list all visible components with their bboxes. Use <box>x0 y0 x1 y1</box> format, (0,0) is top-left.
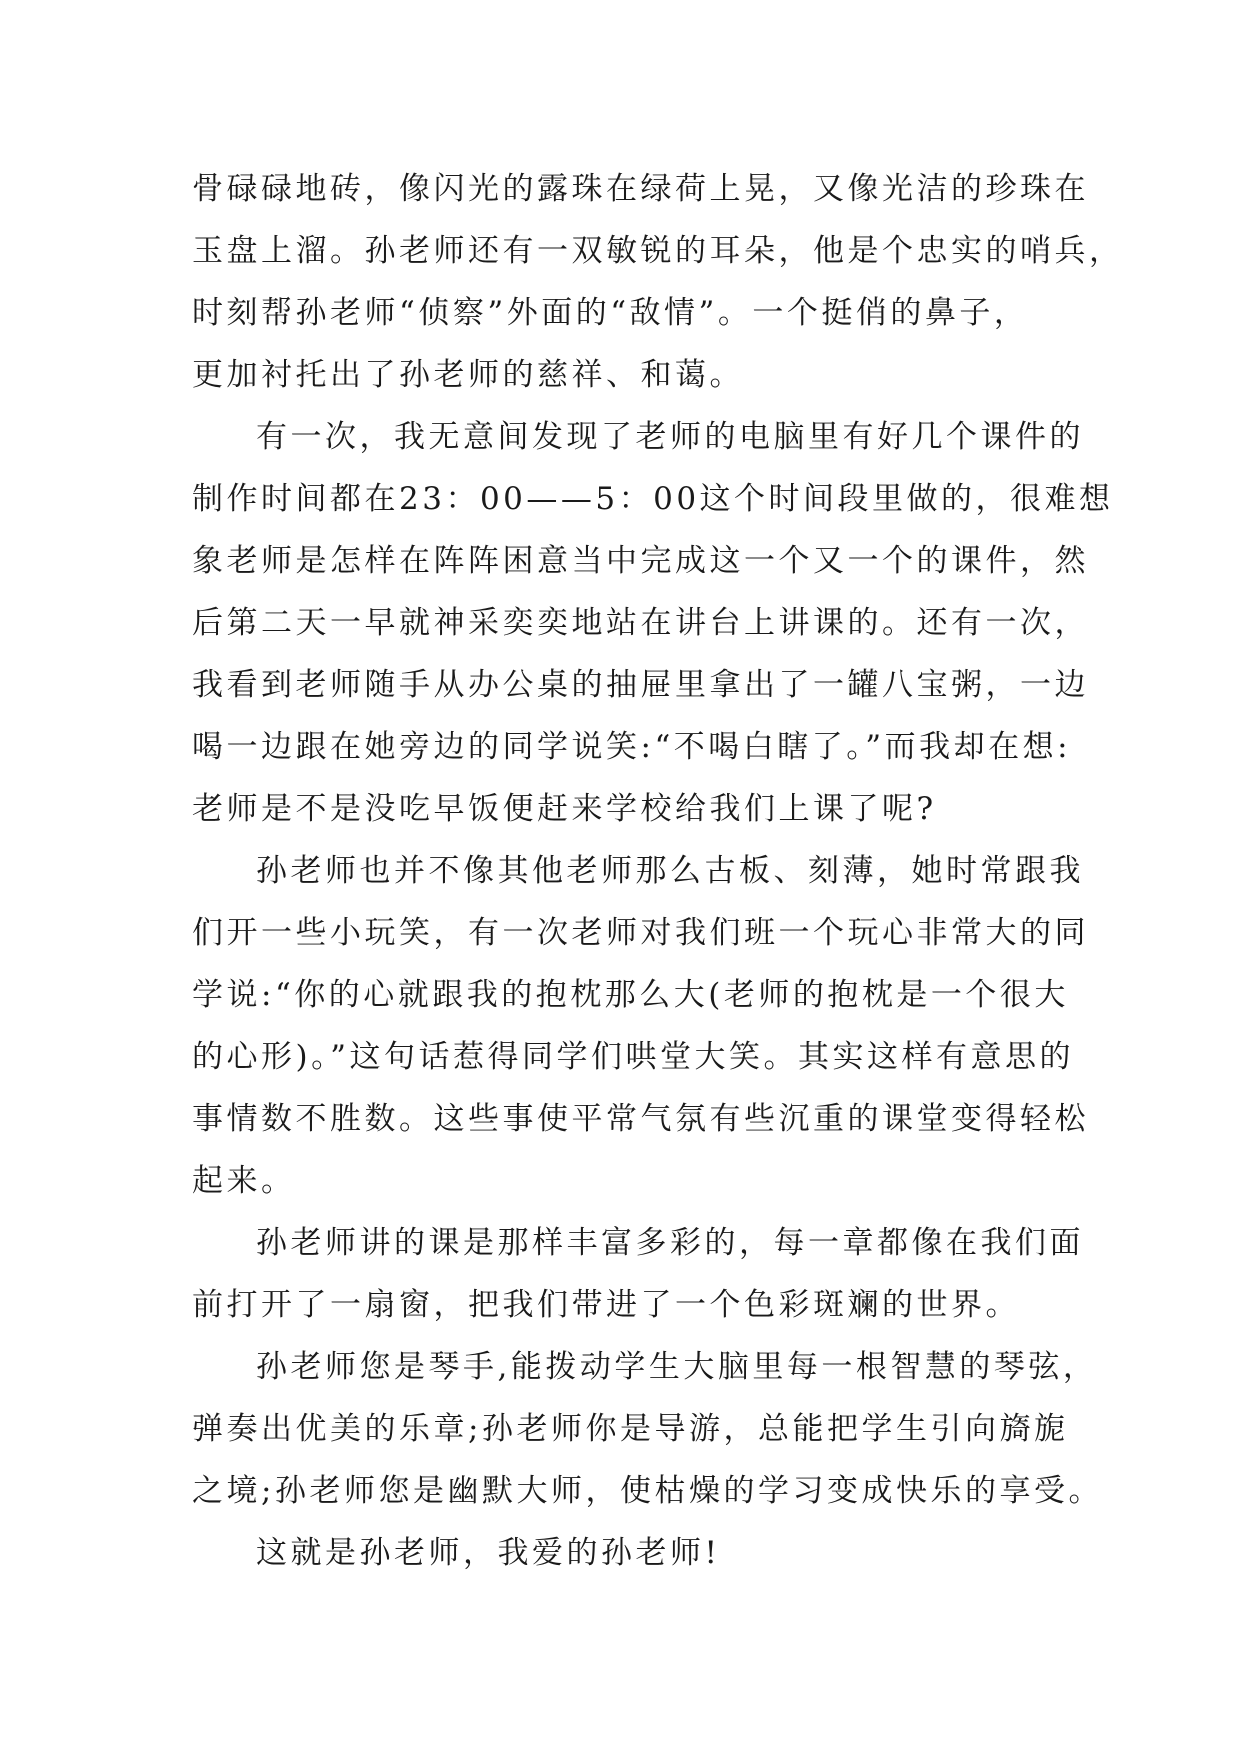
text-line: 有一次，我无意间发现了老师的电脑里有好几个课件的 <box>256 419 1084 455</box>
paragraph-3 <box>192 840 1089 1212</box>
text-line: 象老师是怎样在阵阵困意当中完成这一个又一个的课件，然 <box>192 543 1089 579</box>
text-line: 孙老师也并不像其他老师那么古板、刻薄，她时常跟我 <box>256 853 1084 889</box>
text-line: 更加衬托出了孙老师的慈祥、和蔼。 <box>192 357 744 393</box>
text-line: 们开一些小玩笑，有一次老师对我们班一个玩心非常大的同 <box>192 915 1089 951</box>
text-line: 前打开了一扇窗，把我们带进了一个色彩斑斓的世界。 <box>192 1287 1020 1323</box>
paragraph-4 <box>192 1212 1084 1336</box>
text-line: 弹奏出优美的乐章;孙老师你是导游，总能把学生引向旖旎 <box>192 1411 1069 1447</box>
text-line: 玉盘上溜。孙老师还有一双敏锐的耳朵，他是个忠实的哨兵， <box>192 233 1124 269</box>
text-line: 骨碌碌地砖，像闪光的露珠在绿荷上晃，又像光洁的珍珠在 <box>192 171 1089 207</box>
text-line: 孙老师讲的课是那样丰富多彩的，每一章都像在我们面 <box>256 1225 1084 1261</box>
text-line: 后第二天一早就神采奕奕地站在讲台上讲课的。还有一次， <box>192 605 1089 641</box>
text-line: 我看到老师随手从办公桌的抽屉里拿出了一罐八宝粥，一边 <box>192 667 1089 703</box>
text-line: 喝一边跟在她旁边的同学说笑:“不喝白瞎了。”而我却在想: <box>192 729 1072 765</box>
text-line: 老师是不是没吃早饭便赶来学校给我们上课了呢? <box>192 791 937 827</box>
text-line: 时刻帮孙老师“侦察”外面的“敌情”。一个挺俏的鼻子， <box>192 295 1029 331</box>
text-line: 孙老师您是琴手,能拨动学生大脑里每一根智慧的琴弦， <box>256 1349 1098 1385</box>
paragraph-1 <box>192 158 1124 406</box>
text-line: 之境;孙老师您是幽默大师，使枯燥的学习变成快乐的享受。 <box>192 1473 1103 1509</box>
text-line: 事情数不胜数。这些事使平常气氛有些沉重的课堂变得轻松 <box>192 1101 1089 1137</box>
paragraph-2 <box>192 406 1114 840</box>
text-line: 起来。 <box>192 1163 296 1199</box>
text-line: 制作时间都在23：00——5：00这个时间段里做的，很难想 <box>192 481 1114 517</box>
paragraph-5 <box>192 1336 1103 1522</box>
text-line: 学说:“你的心就跟我的抱枕那么大(老师的抱枕是一个很大 <box>192 977 1069 1013</box>
text-line: 这就是孙老师，我爱的孙老师! <box>256 1535 721 1571</box>
text-line: 的心形)。”这句话惹得同学们哄堂大笑。其实这样有意思的 <box>192 1039 1074 1075</box>
paragraph-6 <box>192 1522 1072 1584</box>
document-body <box>192 158 1124 1584</box>
